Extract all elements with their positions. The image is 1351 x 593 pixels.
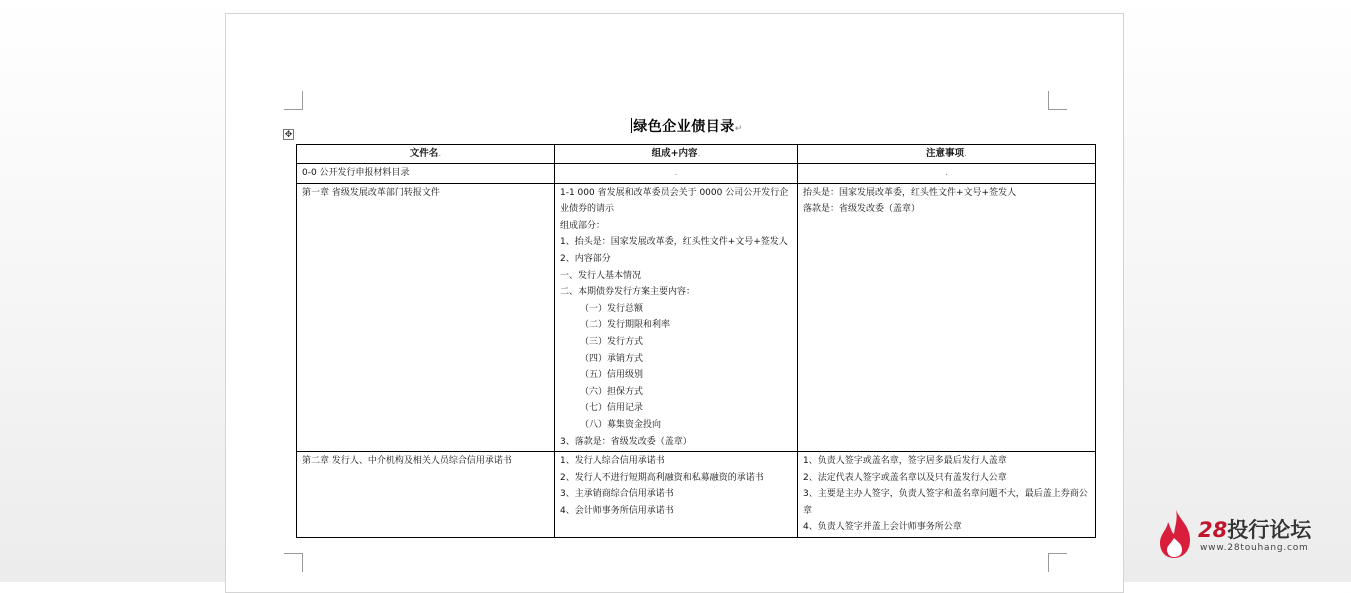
cell-line: （四）承销方式 — [580, 353, 644, 364]
cell-line: （五）信用级别 — [580, 370, 644, 381]
cell-line: 2、内容部分 — [560, 253, 611, 264]
document-page[interactable] — [225, 13, 1124, 593]
cell-line: 4、会计师事务所信用承诺书 — [560, 505, 674, 516]
forum-watermark — [1156, 508, 1346, 560]
document-title[interactable] — [622, 116, 752, 136]
paragraph-mark-icon: ↵ — [734, 124, 743, 134]
cell-line: 1、负责人签字或盖名章，签字居多最后发行人盖章 — [803, 456, 1007, 467]
cell-content[interactable] — [555, 452, 798, 538]
table-header-row — [297, 145, 1096, 164]
cell-end-mark: . — [945, 168, 948, 178]
cell-line: 1、抬头是：国家发展改革委，红头性文件+文号+签发人 — [560, 237, 788, 248]
cell-line: 抬头是：国家发展改革委，红头性文件+文号+签发人 — [803, 187, 1017, 198]
cell-line: 3、主要是主办人签字，负责人签字和盖名章问题不大，最后盖上券商公章 — [803, 489, 1088, 516]
cell-line: 2、法定代表人签字或盖名章以及只有盖发行人公章 — [803, 472, 1007, 483]
cell-filename[interactable] — [297, 183, 555, 452]
cell-line: 3、主承销商综合信用承诺书 — [560, 489, 674, 500]
cell-line: （七）信用记录 — [580, 403, 644, 414]
cell-line: 二、本期债券发行方案主要内容： — [560, 287, 696, 298]
cell-line: （二）发行期限和利率 — [580, 320, 671, 331]
cell-line: （六）担保方式 — [580, 386, 644, 397]
cell-notes[interactable] — [798, 452, 1096, 538]
margin-corner-top-left — [284, 91, 303, 110]
cell-end-mark: . — [674, 168, 678, 178]
directory-table[interactable] — [296, 144, 1096, 538]
cell-filename[interactable] — [297, 452, 555, 538]
cell-line: （八）募集资金投向 — [580, 419, 662, 430]
document-title-text: 绿色企业债目录 — [633, 119, 735, 135]
brand-url: www.28touhang.com — [1200, 543, 1309, 553]
cell-line: 0-0 公开发行申报材料目录 — [302, 168, 410, 178]
cell-line: 第二章 发行人、中介机构及相关人员综合信用承诺书 — [302, 456, 512, 467]
cell-filename[interactable] — [297, 164, 555, 184]
header-content[interactable]: 组成+内容. — [555, 145, 798, 164]
table-row — [297, 452, 1096, 538]
cell-content[interactable] — [555, 183, 798, 452]
table-row — [297, 183, 1096, 452]
table-move-handle-icon[interactable]: ✥ — [284, 130, 293, 140]
cell-line: 1-1 000 省发展和改革委员会关于 0000 公司公开发行企业债券的请示 — [560, 187, 789, 215]
flame-logo-icon — [1156, 508, 1196, 560]
header-filename[interactable]: 文件名. — [297, 145, 555, 164]
cell-line: 落款是：省级发改委（盖章） — [803, 204, 921, 215]
cell-line: 4、负责人签字并盖上会计师事务所公章 — [803, 522, 962, 533]
cell-line: 第一章 省级发展改革部门转报文件 — [302, 187, 440, 198]
cell-notes[interactable] — [798, 183, 1096, 452]
header-notes[interactable]: 注意事项. — [798, 145, 1096, 164]
cell-line: 2、发行人不进行短期高利融资和私募融资的承诺书 — [560, 472, 764, 483]
cell-content[interactable] — [555, 164, 798, 184]
margin-corner-bottom-left — [284, 553, 303, 572]
cell-line: 组成部分： — [560, 220, 606, 231]
cell-notes[interactable] — [798, 164, 1096, 184]
cell-line: 1、发行人综合信用承诺书 — [560, 456, 665, 467]
cell-line: （一）发行总额 — [580, 303, 644, 314]
margin-corner-top-right — [1048, 91, 1067, 110]
table-row — [297, 164, 1096, 184]
margin-corner-bottom-right — [1048, 553, 1067, 572]
cell-line: （三）发行方式 — [580, 336, 644, 347]
cell-line: 3、落款是：省级发改委（盖章） — [560, 436, 692, 447]
cell-line: 一、发行人基本情况 — [560, 270, 642, 281]
brand-name: 28投行论坛 — [1198, 518, 1312, 542]
